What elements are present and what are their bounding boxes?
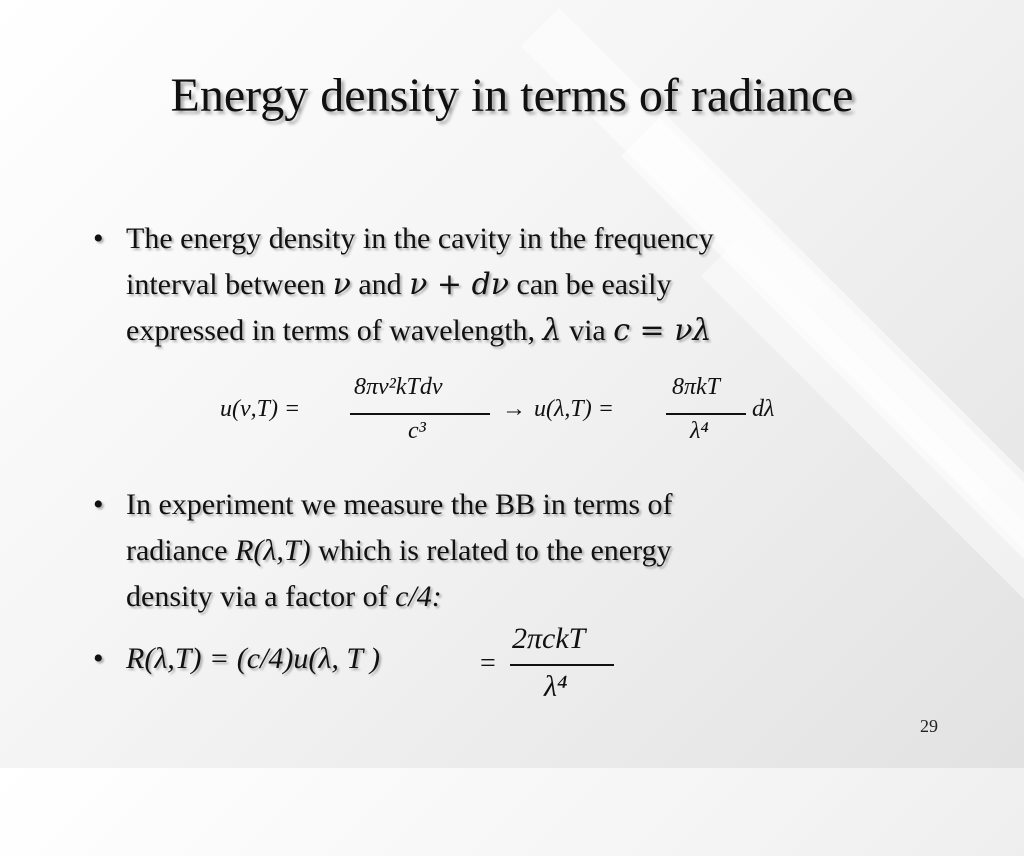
- text-fragment: radiance: [126, 534, 228, 567]
- radiance-denominator: λ⁴: [544, 670, 568, 703]
- eq-lhs-1: u(ν,T) =: [220, 396, 301, 422]
- eq-denominator-1: c³: [408, 418, 426, 444]
- fraction-bar: [510, 664, 614, 666]
- text-fragment: interval between: [126, 268, 326, 301]
- text-fragment: via: [569, 314, 606, 347]
- bullet-1-text: [126, 216, 926, 354]
- bullet-icon: •: [93, 488, 104, 521]
- text-fragment: which is related to the energy: [318, 534, 672, 567]
- c-over-4: c/4:: [395, 580, 442, 613]
- c-equals-nu-lambda: c = νλ: [613, 313, 712, 348]
- slide-title: Energy density in terms of radiance: [170, 69, 854, 122]
- bullet-2-text: [126, 482, 926, 620]
- fraction-bar: [666, 413, 746, 415]
- eq-denominator-2: λ⁴: [690, 418, 709, 444]
- lambda-symbol: λ: [542, 313, 562, 348]
- bullet-icon: •: [93, 642, 104, 675]
- radiance-symbol: R(λ,T): [235, 534, 311, 567]
- bullet-icon: •: [93, 222, 104, 255]
- eq-tail: dλ: [752, 396, 775, 422]
- fraction-bar: [350, 413, 490, 415]
- nu-plus-dnu: ν + dν: [409, 267, 510, 302]
- arrow-icon: →: [502, 396, 526, 422]
- text-fragment: density via a factor of: [126, 580, 388, 613]
- text-fragment: can be easily: [516, 268, 672, 301]
- bullet-2-line-1: In experiment we measure the BB in terms of: [126, 488, 673, 521]
- nu-symbol: ν: [332, 267, 351, 302]
- energy-density-equation: [220, 372, 820, 456]
- bullet-1-line-2: [126, 262, 926, 308]
- eq-numerator-2: 8πkT: [672, 374, 721, 400]
- equals-sign: =: [480, 648, 496, 679]
- text-fragment: expressed in terms of wavelength,: [126, 314, 536, 347]
- bullet-2-line-2: [126, 528, 926, 574]
- radiance-numerator: 2πckT: [512, 622, 586, 655]
- bullet-1-line-1: The energy density in the cavity in the frequency: [126, 222, 714, 255]
- page-number: 29: [920, 716, 938, 736]
- radiance-equation-lhs: R(λ,T) = (c/4)u(λ, T ): [126, 642, 380, 675]
- text-fragment: and: [358, 268, 402, 301]
- bullet-2-line-3: [126, 574, 926, 620]
- eq-numerator-1: 8πν²kTdν: [354, 374, 443, 400]
- eq-lhs-2: u(λ,T) =: [534, 396, 614, 422]
- bullet-1-line-3: [126, 308, 926, 354]
